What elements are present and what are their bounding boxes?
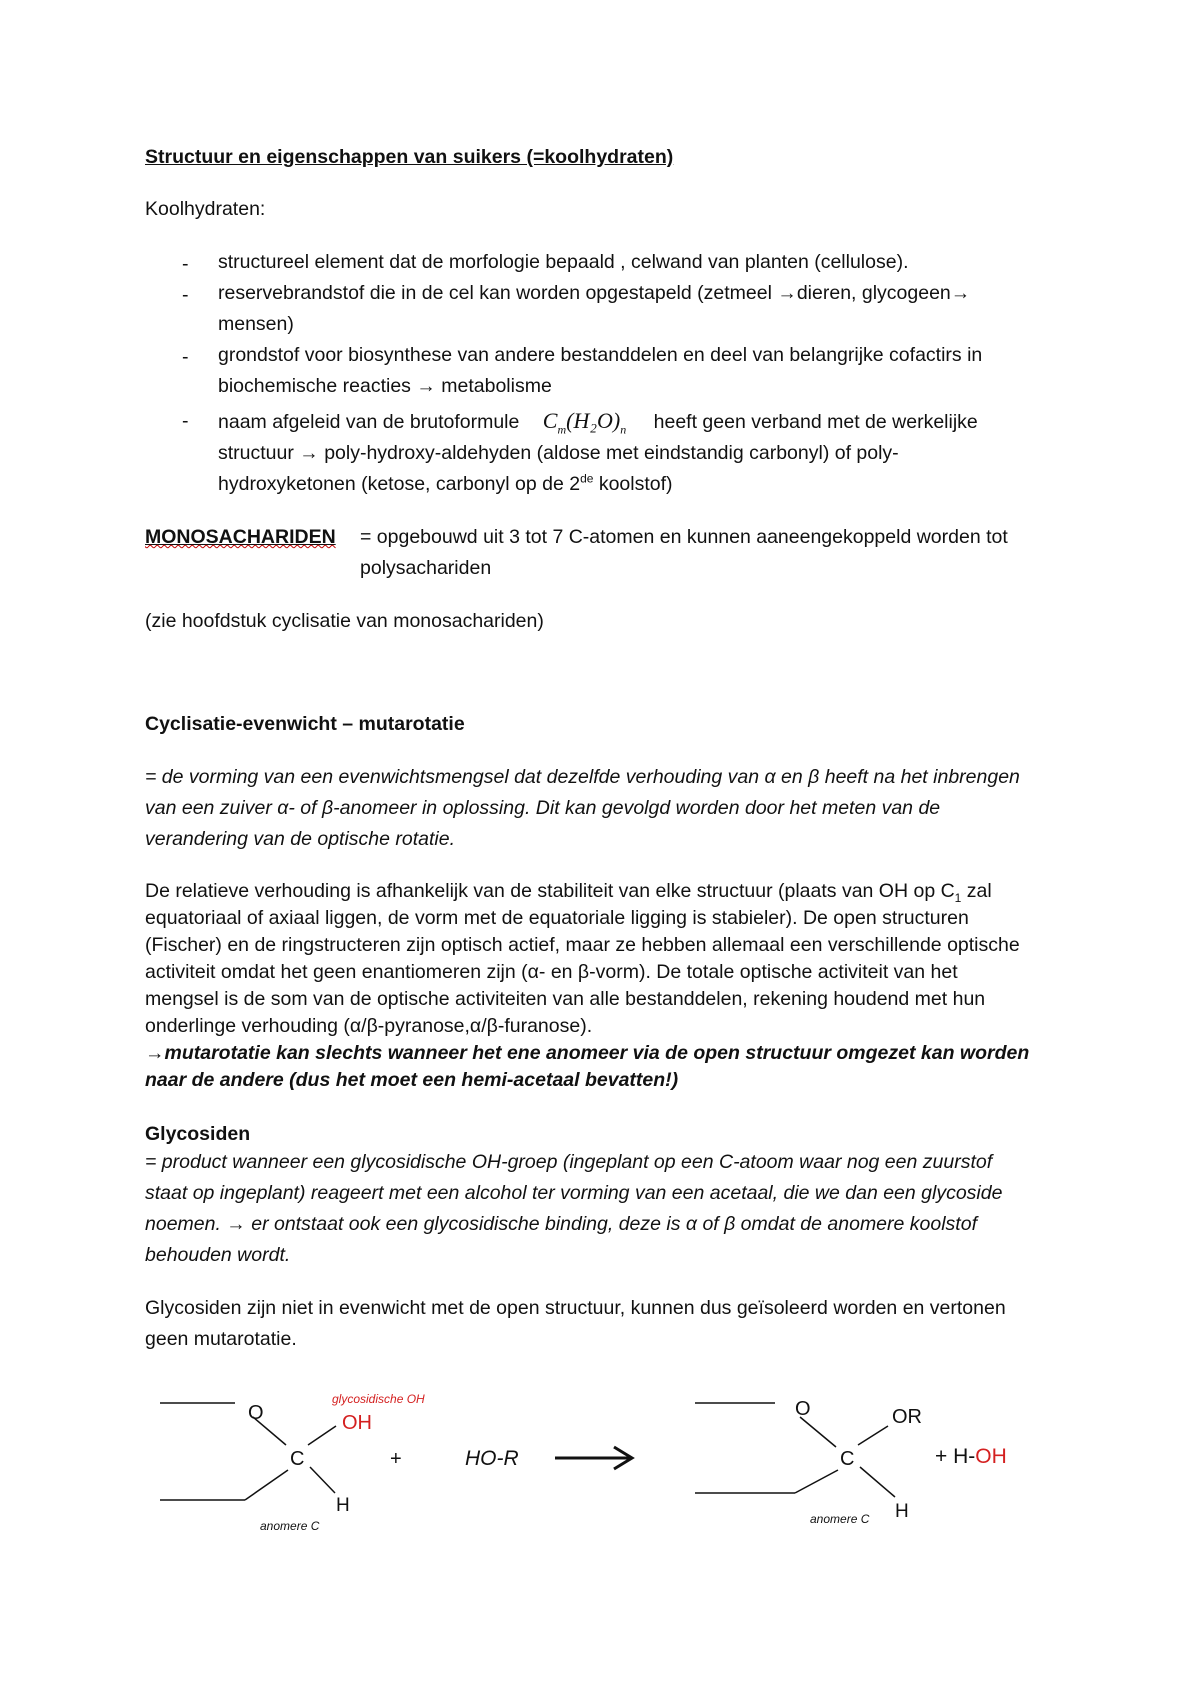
brutoformule: $C_m(H_2O)_n$ (542, 408, 627, 437)
right-or-group: OR (892, 1406, 922, 1428)
mutarotatie-note-line-1: →mutarotatie kan slechts wanneer het ene anomeer via de open structuur omgezet kan worden (145, 1042, 1030, 1064)
koolhydraten-heading: Koolhydraten: (145, 198, 266, 220)
bullet-4-line-1 (218, 408, 978, 437)
plus-sign: + (390, 1448, 402, 1470)
paragraph-line-2: equatoriaal of axiaal liggen, de vorm met de equatoriale ligging is stabieler). De open structuren (145, 907, 969, 929)
bullet-4-line-3: hydroxyketonen (ketose, carbonyl op de 2de koolstof) (218, 471, 673, 495)
bullet-4-line-2: structuur → poly-hydroxy-aldehyden (aldose met eindstandig carbonyl) of poly- (218, 442, 899, 464)
bullet-dash: - (182, 284, 189, 306)
glycosiden-def-line-2: staat op ingeplant) reageert met een alcohol ter vorming van een acetaal, die we dan een glycoside (145, 1182, 1003, 1204)
right-hydrogen: H (895, 1501, 909, 1522)
glycosiden-def-line-4: behouden wordt. (145, 1244, 291, 1266)
bullet-2-line-1: reservebrandstof die in de cel kan worden opgestapeld (zetmeel →dieren, glycogeen→ (218, 282, 971, 304)
bullet-4-prefix: naam afgeleid van de brutoformule (218, 411, 520, 433)
bullet-dash: - (182, 346, 189, 368)
paragraph-line-1: De relatieve verhouding is afhankelijk van de stabiliteit van elke structuur (plaats van OH op $C_1$ zal (145, 880, 992, 905)
bond-line (245, 1470, 288, 1500)
bond-line (858, 1426, 888, 1445)
bullet-1: structureel element dat de morfologie bepaald , celwand van planten (cellulose). (218, 251, 909, 273)
document-title: Structuur en eigenschappen van suikers (=koolhydraten) (145, 146, 674, 168)
bond-line (860, 1467, 895, 1497)
left-carbon: C (290, 1448, 305, 1470)
glycosiden-heading: Glycosiden (145, 1123, 251, 1145)
bond-line (310, 1467, 335, 1493)
right-oxygen: O (795, 1398, 811, 1420)
left-oh-group: OH (342, 1412, 372, 1434)
glycosiden-def-line-1: = product wanneer een glycosidische OH-groep (ingeplant op een C-atoom waar nog een zuurstof (145, 1151, 993, 1173)
cyclisatie-heading: Cyclisatie-evenwicht – mutarotatie (145, 713, 465, 735)
bond-line (800, 1417, 836, 1447)
right-carbon: C (840, 1448, 855, 1470)
bond-line (795, 1470, 838, 1493)
paragraph-line-3: (Fischer) en de ringstructeren zijn optisch actief, maar ze hebben allemaal een verschillende optische (145, 934, 1020, 956)
left-oxygen: O (248, 1402, 264, 1424)
bullet-2-line-2: mensen) (218, 313, 294, 335)
right-anomere-c-label: anomere C (810, 1512, 870, 1526)
bullet-3-line-2: biochemische reacties → metabolisme (218, 375, 552, 397)
glycosiden-paragraph-line-1: Glycosiden zijn niet in evenwicht met de open structuur, kunnen dus geïsoleerd worden en vertonen (145, 1297, 1006, 1319)
cyclisatie-def-line-3: verandering van de optische rotatie. (145, 828, 456, 850)
bullet-dash: - (182, 253, 189, 275)
bullet-3-line-1: grondstof voor biosynthese van andere bestanddelen en deel van belangrijke cofactirs in (218, 344, 983, 366)
left-anomere-c-label: anomere C (260, 1519, 320, 1533)
paragraph-line-5: mengsel is de som van de optische activiteiten van alle bestanddelen, rekening houdend met hun (145, 988, 986, 1010)
bullet-4-suffix: heeft geen verband met de werkelijke (653, 411, 978, 433)
cyclisatie-def-line-2: van een zuiver α- of β-anomeer in oplossing. Dit kan gevolgd worden door het meten van de (145, 797, 941, 819)
bond-line (308, 1426, 336, 1445)
monosachariden-def-line-1: = opgebouwd uit 3 tot 7 C-atomen en kunnen aaneengekoppeld worden tot (360, 526, 1008, 548)
monosachariden-def-line-2: polysachariden (360, 557, 492, 579)
paragraph-line-6: onderlinge verhouding (α/β-pyranose,α/β-furanose). (145, 1015, 593, 1037)
mutarotatie-note-line-2: naar de andere (dus het moet een hemi-acetaal bevatten!) (145, 1069, 679, 1091)
glycoside-reaction-diagram (150, 1375, 1080, 1535)
glycosiden-def-line-3: noemen. → er ontstaat ook een glycosidische binding, deze is α of β omdat de anomere koolstof (145, 1213, 977, 1235)
paragraph-line-4: activiteit omdat het geen enantiomeren zijn (α- en β-vorm). De totale optische activiteit van het (145, 961, 958, 983)
cyclisatie-def-line-1: = de vorming van een evenwichtsmengsel dat dezelfde verhouding van α en β heeft na het inbrengen (145, 766, 1020, 788)
bullet-dash: - (182, 410, 189, 432)
alcohol-reagent: HO-R (465, 1447, 519, 1470)
glycosiden-paragraph-line-2: geen mutarotatie. (145, 1328, 297, 1350)
zie-hoofdstuk: (zie hoofdstuk cyclisatie van monosachariden) (145, 610, 544, 632)
left-hydrogen: H (336, 1495, 350, 1516)
glycosidische-oh-label: glycosidische OH (332, 1392, 425, 1406)
monosachariden-term: MONOSACHARIDEN (145, 526, 336, 548)
product-water: + H-OH (935, 1445, 1007, 1468)
